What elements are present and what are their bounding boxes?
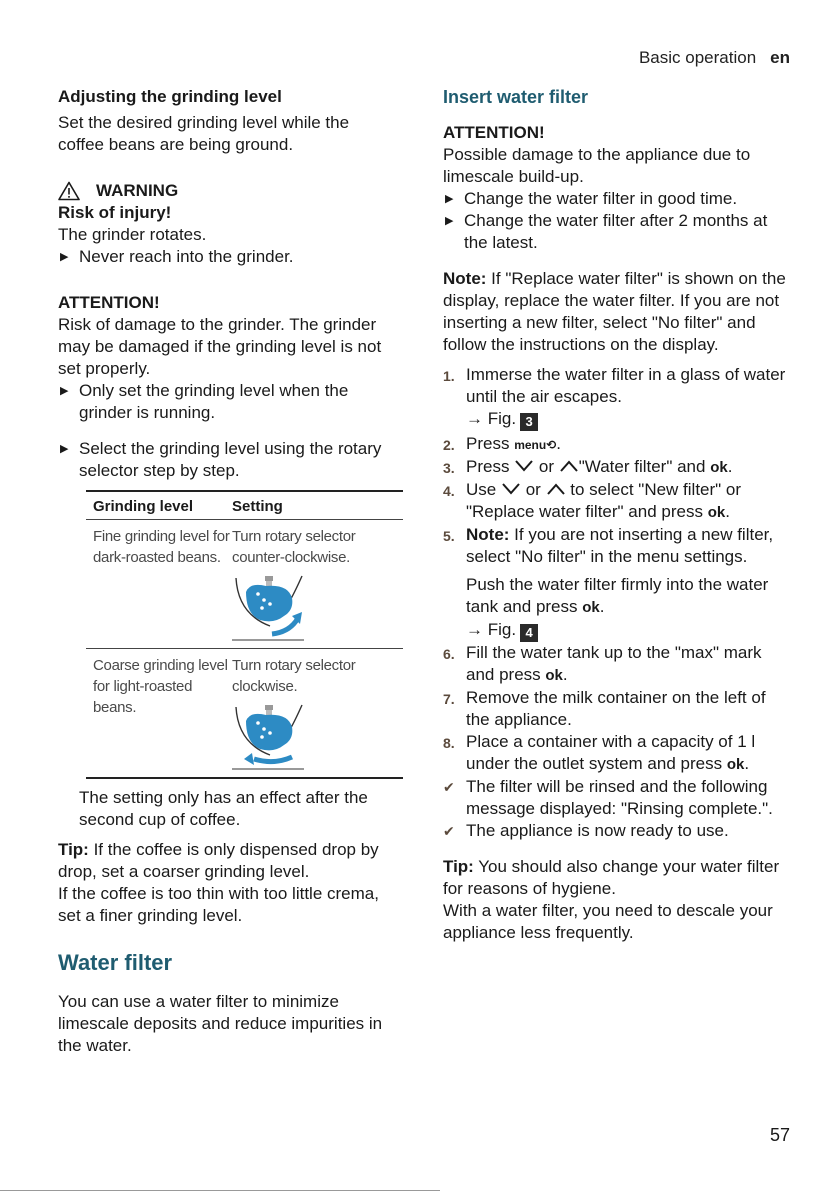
page-header bbox=[639, 48, 790, 68]
filter-note bbox=[443, 268, 788, 356]
bullet-arrow-icon: ▶ bbox=[60, 443, 69, 455]
result-text: The filter will be rinsed and the following message displayed: "Rinsing complete.". bbox=[466, 777, 773, 818]
table-cell-setting bbox=[232, 649, 403, 777]
result-text: The appliance is now ready to use. bbox=[466, 821, 729, 840]
attention-heading: ATTENTION! bbox=[443, 123, 545, 142]
note-label: Note: bbox=[466, 525, 510, 544]
figure-3-badge: 3 bbox=[520, 413, 538, 431]
step-2: 2. Press menu⟲. bbox=[443, 433, 788, 456]
select-bullet-text: Select the grinding level using the rotary selector step by step. bbox=[79, 439, 382, 480]
step-number: 8. bbox=[443, 735, 455, 751]
rotary-selector-cw-illustration bbox=[232, 703, 306, 773]
filter-bullet-text: Change the water filter after 2 months at the latest. bbox=[464, 211, 768, 252]
page-number: 57 bbox=[769, 1125, 790, 1145]
checkmark-icon: ✔ bbox=[443, 823, 455, 839]
select-bullet bbox=[58, 438, 398, 482]
table-row bbox=[86, 519, 403, 648]
tip-text: If the coffee is only dispensed drop by drop, set a coarser grinding level. bbox=[58, 840, 379, 881]
step-number: 2. bbox=[443, 437, 455, 453]
risk-bullet bbox=[58, 246, 398, 268]
note-label: Note: bbox=[443, 269, 487, 288]
rotary-selector-ccw-illustration bbox=[232, 574, 306, 644]
setting-text: Turn rotary selector counter-clockwise. bbox=[232, 528, 356, 566]
fig-ref: → Fig. bbox=[466, 620, 517, 639]
attention-heading: ATTENTION! bbox=[58, 293, 160, 312]
setting-note: The setting only has an effect after the second cup of coffee. bbox=[79, 788, 368, 829]
table-cell-level: Fine grinding level for dark-roasted beans. bbox=[93, 528, 230, 566]
header-language: en bbox=[770, 48, 790, 67]
filter-tip bbox=[443, 856, 788, 900]
result-1 bbox=[443, 776, 788, 820]
step-5-push: Push the water filter firmly into the water tank and press ok. bbox=[466, 575, 769, 616]
chevron-up-icon bbox=[546, 483, 566, 495]
attention-bullet bbox=[58, 380, 398, 424]
step-text-post: to select "New filter" or "Replace water filter" and press bbox=[466, 480, 742, 521]
bullet-arrow-icon: ▶ bbox=[60, 385, 69, 397]
filter-tip-2: With a water filter, you need to descale your appliance less frequently. bbox=[443, 901, 773, 942]
water-filter-intro: You can use a water filter to minimize limescale deposits and reduce impurities in the water. bbox=[58, 992, 383, 1055]
ok-label: ok bbox=[726, 756, 745, 773]
risk-heading: Risk of injury! bbox=[58, 203, 172, 222]
ok-label: ok bbox=[545, 667, 563, 684]
step-number: 5. bbox=[443, 528, 455, 544]
figure-4-badge: 4 bbox=[520, 624, 538, 642]
step-8: 8. Place a container with a capacity of 1 l under the outlet system and press ok. bbox=[443, 732, 756, 773]
step-number: 3. bbox=[443, 460, 455, 476]
filter-bullet bbox=[443, 188, 788, 210]
step-text: Immerse the water filter in a glass of water until the air escapes. bbox=[466, 365, 786, 406]
tip-label: Tip: bbox=[443, 857, 474, 876]
fig-ref: → Fig. bbox=[466, 409, 517, 428]
step-number: 1. bbox=[443, 368, 455, 384]
risk-text: The grinder rotates. bbox=[58, 225, 207, 244]
result-2 bbox=[443, 820, 788, 842]
fig-4-ref bbox=[466, 619, 788, 642]
chevron-down-icon bbox=[501, 483, 521, 495]
table-cell-level: Coarse grinding level for light-roasted beans. bbox=[93, 657, 228, 716]
attention-bullet-text: Only set the grinding level when the grinder is running. bbox=[79, 381, 349, 422]
step-text: Place a container with a capacity of 1 l under the outlet system and press bbox=[466, 732, 756, 773]
ok-label: ok bbox=[710, 459, 728, 476]
bullet-arrow-icon: ▶ bbox=[445, 193, 454, 205]
menu-label: menu bbox=[514, 438, 547, 452]
filter-bullet bbox=[443, 210, 788, 254]
step-4: 4. Use or to select "New filter" or "Replace water filter" and press ok. bbox=[443, 480, 742, 521]
chevron-up-icon bbox=[559, 460, 579, 472]
risk-bullet-text: Never reach into the grinder. bbox=[79, 247, 294, 266]
table-header-level: Grinding level bbox=[93, 498, 194, 515]
water-filter-heading: Water filter bbox=[58, 950, 173, 975]
table-cell-setting bbox=[232, 520, 403, 648]
ok-label: ok bbox=[707, 504, 726, 521]
grinding-table bbox=[86, 490, 403, 779]
step-5 bbox=[443, 524, 788, 642]
menu-button-icon: ⟲ bbox=[546, 438, 557, 452]
table-header-row bbox=[86, 490, 403, 519]
attention-text: Risk of damage to the grinder. The grinder may be damaged if the grinding level is not set properly. bbox=[58, 315, 382, 378]
bullet-arrow-icon: ▶ bbox=[445, 215, 454, 227]
setting-text: Turn rotary selector clockwise. bbox=[232, 657, 356, 695]
note-text: If "Replace water filter" is shown on the display, replace the water filter. If you are not inserting a new filter, select "No filter" and follow the instructions on the display. bbox=[443, 269, 786, 354]
table-row bbox=[86, 648, 403, 777]
ok-label: ok bbox=[582, 599, 600, 616]
warning-triangle-icon bbox=[58, 181, 80, 201]
step-text: Remove the milk container on the left of the appliance. bbox=[466, 688, 766, 729]
step-text: Use bbox=[466, 480, 501, 499]
insert-filter-heading: Insert water filter bbox=[443, 87, 589, 107]
grinding-tip bbox=[58, 839, 398, 883]
left-column bbox=[58, 86, 398, 1057]
chevron-down-icon bbox=[514, 460, 534, 472]
table-header-setting: Setting bbox=[232, 498, 283, 515]
grinding-tip-2: If the coffee is too thin with too little crema, set a finer grinding level. bbox=[58, 884, 379, 925]
grinding-heading: Adjusting the grinding level bbox=[58, 87, 282, 106]
step-note-text: If you are not inserting a new filter, select "No filter" in the menu settings. bbox=[466, 525, 774, 566]
step-text: Push the water filter firmly into the water tank and press bbox=[466, 575, 769, 616]
step-text-post: "Water filter" and bbox=[578, 457, 711, 476]
step-or: or bbox=[520, 480, 546, 499]
step-7 bbox=[443, 687, 788, 731]
step-text: Press bbox=[466, 434, 515, 453]
step-text: Fill the water tank up to the "max" mark and press bbox=[466, 643, 762, 684]
grinding-intro: Set the desired grinding level while the coffee beans are being ground. bbox=[58, 113, 350, 154]
step-number: 7. bbox=[443, 691, 455, 707]
tip-label: Tip: bbox=[58, 840, 89, 859]
table-bottom-rule bbox=[86, 777, 403, 779]
step-text: Press bbox=[466, 457, 515, 476]
filter-bullet-text: Change the water filter in good time. bbox=[464, 189, 738, 208]
step-6: 6. Fill the water tank up to the "max" mark and press ok. bbox=[443, 643, 762, 684]
step-number: 4. bbox=[443, 483, 455, 499]
step-3: 3. Press or "Water filter" and ok. bbox=[443, 456, 788, 479]
warning-row bbox=[58, 180, 398, 202]
footer-rule bbox=[0, 1190, 440, 1191]
right-column bbox=[443, 86, 788, 944]
tip-text: You should also change your water filter for reasons of hygiene. bbox=[443, 857, 780, 898]
bullet-arrow-icon: ▶ bbox=[60, 251, 69, 263]
warning-label: WARNING bbox=[96, 181, 179, 200]
step-number: 6. bbox=[443, 646, 455, 662]
checkmark-icon: ✔ bbox=[443, 779, 455, 795]
step-1 bbox=[443, 364, 788, 431]
header-section: Basic operation bbox=[638, 48, 757, 67]
attention-text: Possible damage to the appliance due to limescale build-up. bbox=[443, 145, 751, 186]
step-or: or bbox=[534, 457, 559, 476]
